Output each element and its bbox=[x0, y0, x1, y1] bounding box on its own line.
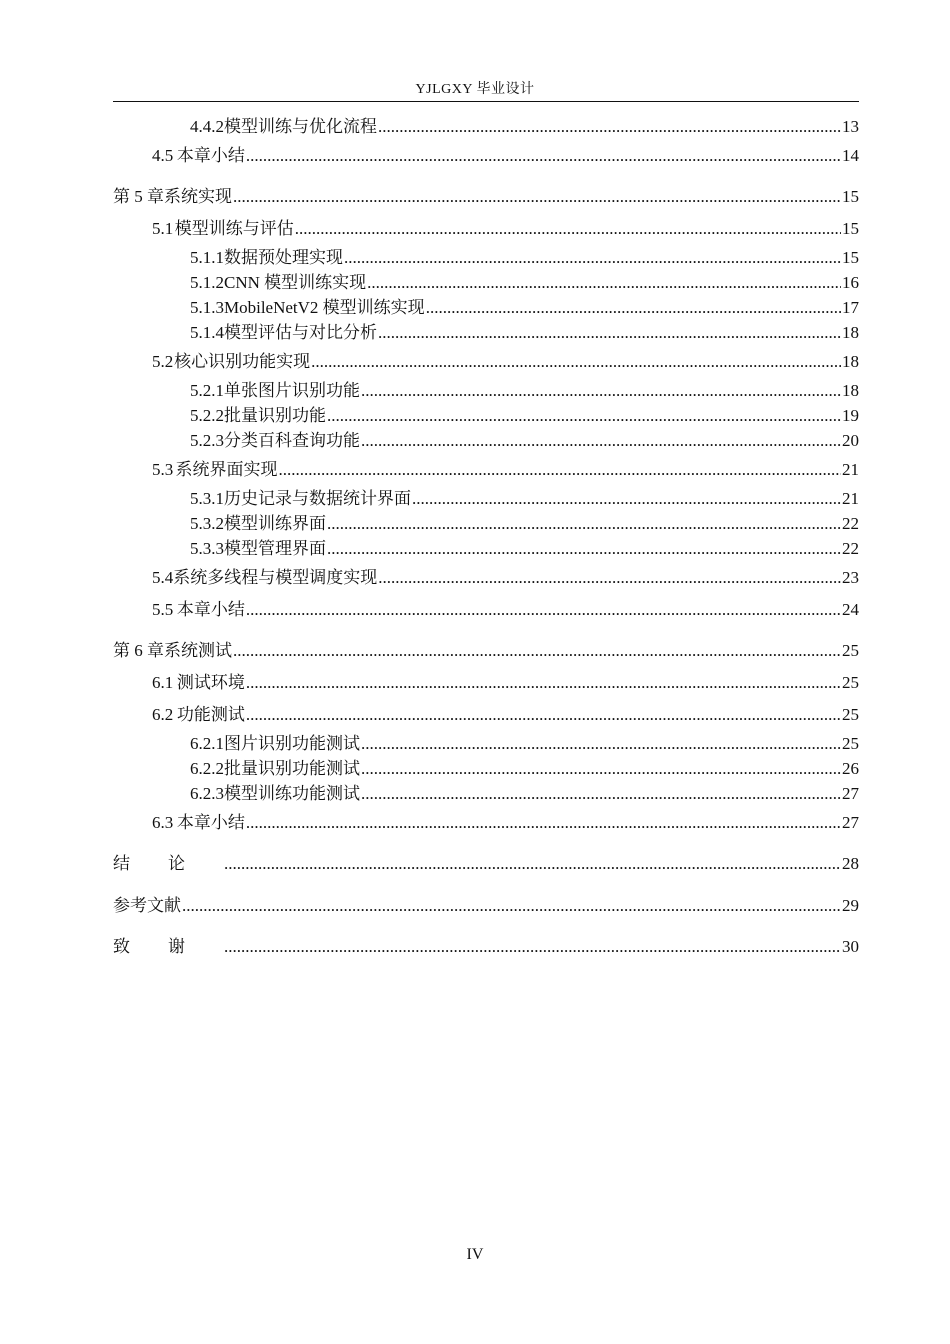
toc-entry-title: 模型训练界面 bbox=[224, 514, 326, 533]
toc-leader-dots bbox=[327, 539, 841, 559]
toc-entry-title: 模型训练与优化流程 bbox=[224, 117, 377, 136]
toc-entry-title: 系统测试 bbox=[164, 641, 232, 660]
toc-entry-title: 系统界面实现 bbox=[175, 460, 278, 479]
toc-entry-page: 13 bbox=[842, 117, 859, 136]
toc-entry-number: 6.2 bbox=[152, 705, 174, 724]
toc-entry[interactable] bbox=[190, 406, 859, 426]
toc-entry-title: 系统实现 bbox=[164, 187, 232, 206]
toc-entry-title: 历史记录与数据统计界面 bbox=[224, 489, 411, 508]
toc-leader-dots bbox=[378, 323, 841, 343]
toc-entry-title: 模型评估与对比分析 bbox=[224, 323, 377, 342]
toc-leader-dots bbox=[361, 784, 841, 804]
toc-entry-title: 测试环境 bbox=[176, 673, 245, 692]
toc-leader-dots bbox=[412, 489, 841, 509]
toc-entry[interactable] bbox=[152, 146, 859, 166]
page-header: YJLGXY 毕业设计 bbox=[415, 82, 535, 97]
toc-entry[interactable] bbox=[113, 187, 859, 207]
toc-entry-number: 6.2.1 bbox=[190, 734, 224, 753]
toc-entry-page: 21 bbox=[842, 489, 859, 508]
toc-entry[interactable] bbox=[190, 298, 859, 318]
toc-entry-number: 6.3 bbox=[152, 813, 174, 832]
toc-entry-page: 22 bbox=[842, 514, 859, 533]
toc-entry-title: 批量识别功能测试 bbox=[224, 759, 360, 778]
toc-entry-page: 25 bbox=[842, 734, 859, 753]
toc-entry[interactable] bbox=[190, 784, 859, 804]
toc-leader-dots bbox=[246, 813, 841, 833]
toc-leader-dots bbox=[224, 937, 841, 957]
toc-entry[interactable] bbox=[152, 568, 859, 588]
toc-leader-dots bbox=[233, 641, 841, 661]
toc-entry-page: 30 bbox=[842, 937, 859, 956]
toc-entry-number: 5.2.2 bbox=[190, 406, 224, 425]
toc-entry-number: 6.1 bbox=[152, 673, 174, 692]
toc-entry-page: 25 bbox=[842, 673, 859, 692]
toc-leader-dots bbox=[278, 460, 841, 480]
toc-leader-dots bbox=[361, 759, 841, 779]
toc-entry[interactable] bbox=[190, 273, 859, 293]
toc-entry[interactable] bbox=[152, 705, 859, 725]
toc-entry-number: 5.3.1 bbox=[190, 489, 224, 508]
toc-entry-number: 5.3 bbox=[152, 460, 174, 479]
toc-entry-title: 数据预处理实现 bbox=[224, 248, 343, 267]
toc-entry-number: 第 5 章 bbox=[113, 187, 164, 206]
toc-entry[interactable] bbox=[190, 381, 859, 401]
toc-entry-page: 25 bbox=[842, 641, 859, 660]
toc-entry-title: 模型管理界面 bbox=[224, 539, 326, 558]
toc-entry-page: 18 bbox=[842, 323, 859, 342]
toc-leader-dots bbox=[327, 514, 841, 534]
toc-entry-title: 核心识别功能实现 bbox=[174, 352, 311, 371]
toc-leader-dots bbox=[361, 381, 841, 401]
toc-entry-number: 5.3.3 bbox=[190, 539, 224, 558]
toc-leader-dots bbox=[378, 568, 841, 588]
toc-entry-number: 5.1.1 bbox=[190, 248, 224, 267]
toc-entry-number: 5.1.2 bbox=[190, 273, 224, 292]
toc-entry[interactable] bbox=[152, 460, 859, 480]
toc-entry-page: 14 bbox=[842, 146, 859, 165]
toc-entry-title: 图片识别功能测试 bbox=[224, 734, 360, 753]
toc-entry[interactable] bbox=[152, 600, 859, 620]
toc-entry-page: 15 bbox=[842, 248, 859, 267]
toc-entry-number: 5.2.1 bbox=[190, 381, 224, 400]
toc-leader-dots bbox=[378, 117, 841, 137]
toc-entry[interactable] bbox=[152, 352, 859, 372]
toc-entry-title: 本章小结 bbox=[176, 146, 245, 165]
page-number: IV bbox=[466, 1246, 484, 1263]
toc-entry-title: 批量识别功能 bbox=[224, 406, 326, 425]
toc-entry[interactable] bbox=[190, 734, 859, 754]
toc-entry[interactable] bbox=[190, 514, 859, 534]
toc-leader-dots bbox=[295, 219, 841, 239]
toc-entry[interactable] bbox=[190, 489, 859, 509]
toc-entry-title: MobileNetV2 模型训练实现 bbox=[224, 298, 425, 317]
toc-entry[interactable] bbox=[152, 813, 859, 833]
toc-leader-dots bbox=[182, 896, 841, 916]
toc-entry-number: 5.3.2 bbox=[190, 514, 224, 533]
toc-entry-page: 15 bbox=[842, 187, 859, 206]
toc-entry[interactable] bbox=[113, 641, 859, 661]
toc-leader-dots bbox=[344, 248, 841, 268]
toc-entry-number: 5.4 bbox=[152, 568, 174, 587]
toc-entry[interactable] bbox=[113, 937, 859, 957]
toc-entry-page: 15 bbox=[842, 219, 859, 238]
toc-entry[interactable] bbox=[113, 896, 859, 916]
toc-leader-dots bbox=[224, 854, 841, 874]
toc-entry[interactable] bbox=[190, 117, 859, 137]
toc-leader-dots bbox=[327, 406, 841, 426]
toc-entry-title: 分类百科查询功能 bbox=[224, 431, 360, 450]
toc-entry-number: 5.2 bbox=[152, 352, 174, 371]
toc-entry[interactable] bbox=[190, 248, 859, 268]
toc-entry-page: 17 bbox=[842, 298, 859, 317]
toc-entry-page: 27 bbox=[842, 813, 859, 832]
toc-entry-number: 4.5 bbox=[152, 146, 174, 165]
toc-entry-title: 结论 bbox=[113, 854, 223, 873]
toc-entry-title: 参考文献 bbox=[113, 896, 181, 915]
toc-entry-title: 单张图片识别功能 bbox=[224, 381, 360, 400]
toc-leader-dots bbox=[246, 673, 841, 693]
toc-entry[interactable] bbox=[190, 431, 859, 451]
toc-entry-title: 本章小结 bbox=[176, 600, 245, 619]
toc-entry-page: 23 bbox=[842, 568, 859, 587]
toc-entry[interactable] bbox=[190, 759, 859, 779]
toc-entry-title: 功能测试 bbox=[176, 705, 245, 724]
toc-leader-dots bbox=[367, 273, 841, 293]
toc-entry-number: 4.4.2 bbox=[190, 117, 224, 136]
toc-leader-dots bbox=[426, 298, 841, 318]
toc-entry-page: 18 bbox=[842, 381, 859, 400]
toc-entry-number: 5.1.3 bbox=[190, 298, 224, 317]
toc-entry[interactable] bbox=[152, 673, 859, 693]
toc-entry-page: 29 bbox=[842, 896, 859, 915]
toc-entry[interactable] bbox=[152, 219, 859, 239]
toc-entry-page: 27 bbox=[842, 784, 859, 803]
toc-entry-page: 25 bbox=[842, 705, 859, 724]
toc-entry-number: 5.5 bbox=[152, 600, 174, 619]
toc-entry-title: 本章小结 bbox=[176, 813, 245, 832]
toc-entry-page: 26 bbox=[842, 759, 859, 778]
toc-leader-dots bbox=[246, 705, 841, 725]
toc-entry-title: CNN 模型训练实现 bbox=[224, 273, 367, 292]
toc-leader-dots bbox=[361, 734, 841, 754]
toc-entry-title: 致谢 bbox=[113, 937, 223, 956]
toc-entry-title: 模型训练与评估 bbox=[174, 219, 294, 238]
toc-entry[interactable] bbox=[190, 539, 859, 559]
toc-entry-number: 5.1 bbox=[152, 219, 174, 238]
toc-entry-number: 5.1.4 bbox=[190, 323, 224, 342]
toc-entry-number: 6.2.3 bbox=[190, 784, 224, 803]
toc-entry-page: 21 bbox=[842, 460, 859, 479]
toc-entry-page: 19 bbox=[842, 406, 859, 425]
toc-entry-page: 28 bbox=[842, 854, 859, 873]
toc-entry-title: 模型训练功能测试 bbox=[224, 784, 360, 803]
toc-leader-dots bbox=[233, 187, 841, 207]
toc-entry-page: 18 bbox=[842, 352, 859, 371]
toc-leader-dots bbox=[246, 600, 841, 620]
toc-entry-page: 20 bbox=[842, 431, 859, 450]
toc-entry[interactable] bbox=[190, 323, 859, 343]
toc-entry-number: 第 6 章 bbox=[113, 641, 164, 660]
toc-entry-page: 22 bbox=[842, 539, 859, 558]
toc-leader-dots bbox=[361, 431, 841, 451]
toc-leader-dots bbox=[246, 146, 841, 166]
toc-entry-number: 6.2.2 bbox=[190, 759, 224, 778]
toc-leader-dots bbox=[311, 352, 841, 372]
toc-entry-title: 系统多线程与模型调度实现 bbox=[173, 568, 378, 587]
toc-entry-number: 5.2.3 bbox=[190, 431, 224, 450]
toc-entry-page: 16 bbox=[842, 273, 859, 292]
toc-entry[interactable] bbox=[113, 854, 859, 874]
toc-entry-page: 24 bbox=[842, 600, 859, 619]
